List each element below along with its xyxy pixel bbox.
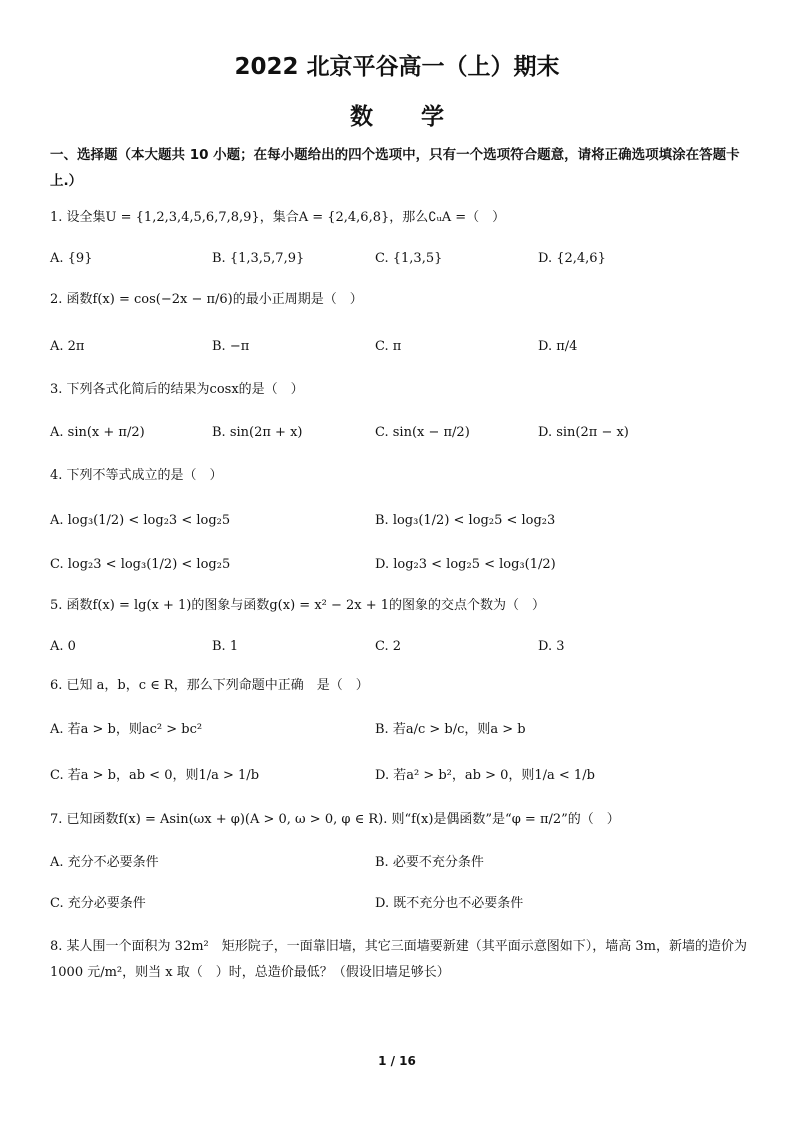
option-a[interactable]: A. 0 (50, 639, 76, 654)
option-d[interactable]: D. log₂3 < log₂5 < log₃(1/2) (375, 557, 556, 572)
option-d[interactable]: D. {2,4,6} (538, 251, 606, 266)
question-5-options (50, 636, 760, 660)
question-7-options-row1 (50, 852, 760, 876)
page-number: 1 / 16 (378, 1054, 416, 1068)
option-c[interactable]: C. {1,3,5} (375, 251, 443, 266)
option-b[interactable]: B. log₃(1/2) < log₂5 < log₂3 (375, 513, 556, 528)
question-4-stem: 4. 下列不等式成立的是（ ） (50, 468, 223, 483)
option-b[interactable]: B. {1,3,5,7,9} (212, 251, 305, 266)
question-1-stem: 1. 设全集U = {1,2,3,4,5,6,7,8,9}，集合A = {2,4,6,8}，那么∁ᵤA =（ ） (50, 210, 506, 225)
option-a[interactable]: A. log₃(1/2) < log₂3 < log₂5 (50, 513, 231, 528)
question-1-options (50, 248, 760, 272)
option-c[interactable]: C. log₂3 < log₃(1/2) < log₂5 (50, 557, 231, 572)
option-c[interactable]: C. 2 (375, 639, 402, 654)
option-d[interactable]: D. sin(2π − x) (538, 425, 629, 440)
question-6-options-row2 (50, 765, 760, 789)
question-3-options (50, 422, 760, 446)
question-4-options-row2 (50, 554, 760, 578)
question-3-stem: 3. 下列各式化简后的结果为cosx的是（ ） (50, 382, 304, 397)
option-a[interactable]: A. sin(x + π/2) (50, 425, 145, 440)
option-c[interactable]: C. 充分必要条件 (50, 896, 146, 911)
option-b[interactable]: B. sin(2π + x) (212, 425, 303, 440)
option-a[interactable]: A. {9} (50, 251, 93, 266)
question-6-stem: 6. 已知 a，b，c ∈ R，那么下列命题中正确 是（ ） (50, 678, 369, 693)
option-c[interactable]: C. 若a > b，ab < 0，则1/a > 1/b (50, 768, 260, 783)
option-c[interactable]: C. π (375, 339, 402, 354)
question-5-stem: 5. 函数f(x) = lg(x + 1)的图象与函数g(x) = x² − 2x + 1的图象的交点个数为（ ） (50, 598, 546, 613)
option-b[interactable]: B. 若a/c > b/c，则a > b (375, 722, 526, 737)
question-2-stem: 2. 函数f(x) = cos(−2x − π/6)的最小正周期是（ ） (50, 292, 363, 307)
option-b[interactable]: B. 1 (212, 639, 239, 654)
option-a[interactable]: A. 若a > b，则ac² > bc² (50, 722, 203, 737)
option-b[interactable]: B. −π (212, 339, 250, 354)
question-7-options-row2 (50, 893, 760, 917)
exam-title: 2022 北京平谷高一（上）期末 (234, 54, 560, 80)
question-2-options (50, 336, 760, 360)
question-6-options-row1 (50, 719, 760, 743)
question-8-stem: 8. 某人围一个面积为 32m² 矩形院子，一面靠旧墙，其它三面墙要新建（其平面示意图如下），墙高 3m，新墙的造价为 1000 元/m²，则当 x 取（ ）时，总造价最低？（假设旧墙足够长） (50, 939, 747, 980)
option-a[interactable]: A. 充分不必要条件 (50, 855, 159, 870)
option-a[interactable]: A. 2π (50, 339, 85, 354)
option-d[interactable]: D. 既不充分也不必要条件 (375, 896, 524, 911)
question-7-stem: 7. 已知函数f(x) = Asin(ωx + φ)(A > 0, ω > 0, φ ∈ R). 则“f(x)是偶函数”是“φ = π/2”的（ ） (50, 812, 620, 827)
option-c[interactable]: C. sin(x − π/2) (375, 425, 470, 440)
option-d[interactable]: D. 若a² > b²，ab > 0，则1/a < 1/b (375, 768, 595, 783)
subject-title: 数学 (350, 104, 492, 130)
option-d[interactable]: D. 3 (538, 639, 565, 654)
option-d[interactable]: D. π/4 (538, 339, 578, 354)
option-b[interactable]: B. 必要不充分条件 (375, 855, 484, 870)
question-4-options-row1 (50, 510, 760, 534)
section-heading: 一、选择题（本大题共 10 小题；在每小题给出的四个选项中，只有一个选项符合题意，请将正确选项填涂在答题卡上.） (50, 147, 740, 189)
